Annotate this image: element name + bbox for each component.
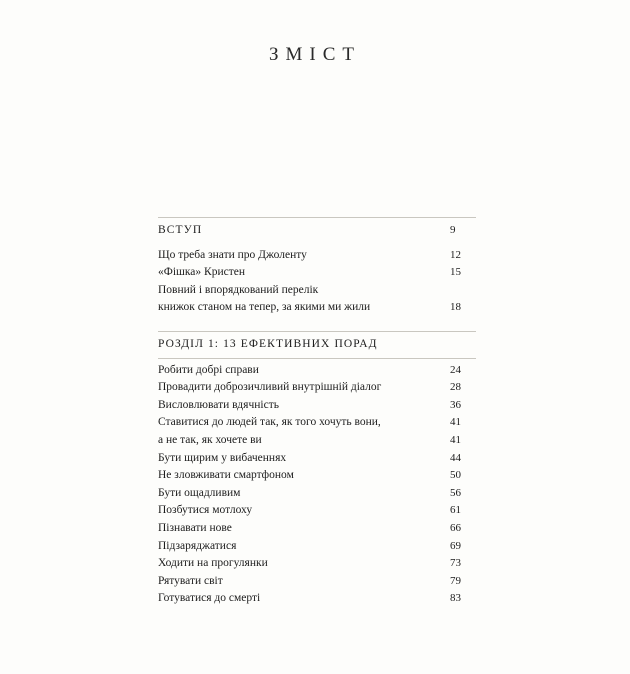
entry-page: 69 xyxy=(450,539,461,552)
entry-label: Провадити доброзичливий внутрішній діалог xyxy=(158,381,382,394)
list-item[interactable] xyxy=(158,573,476,591)
entry-label: Бути щирим у вибаченнях xyxy=(158,451,287,464)
entry-page: 61 xyxy=(450,504,461,517)
entry-page: 73 xyxy=(450,557,461,570)
table-of-contents xyxy=(158,217,476,608)
section-spacer xyxy=(158,317,476,331)
entry-label: Повний і впорядкований перелік xyxy=(158,283,319,296)
list-item[interactable] xyxy=(158,590,476,608)
entry-label: Ходити на прогулянки xyxy=(158,557,268,570)
entry-page: 24 xyxy=(450,363,461,376)
page-title: ЗМІСТ xyxy=(268,44,362,65)
entry-label: книжок станом на тепер, за якими ми жили xyxy=(158,301,371,314)
entry-label: Готуватися до смерті xyxy=(158,592,261,605)
list-item[interactable] xyxy=(158,282,476,300)
list-item[interactable] xyxy=(158,485,476,503)
list-item[interactable] xyxy=(158,264,476,282)
list-item[interactable] xyxy=(158,450,476,468)
toc-entry-list-intro xyxy=(158,247,476,317)
toc-entry-list-chapter1 xyxy=(158,362,476,608)
entry-label: Робити добрі справи xyxy=(158,363,259,376)
toc-section-chapter1 xyxy=(158,331,476,608)
section-heading-intro xyxy=(158,217,476,244)
list-item[interactable] xyxy=(158,247,476,265)
entry-page: 79 xyxy=(450,574,461,587)
entry-label: Підзаряджатися xyxy=(158,539,237,552)
entry-label: Пізнавати нове xyxy=(158,521,232,534)
list-item[interactable] xyxy=(158,397,476,415)
list-item[interactable] xyxy=(158,555,476,573)
entry-page: 83 xyxy=(450,592,461,605)
entry-page: 50 xyxy=(450,469,461,482)
entry-page: 15 xyxy=(450,266,461,279)
list-item[interactable] xyxy=(158,379,476,397)
entry-label: Висловлювати вдячність xyxy=(158,398,279,411)
entry-page: 41 xyxy=(450,433,461,446)
entry-label: Рятувати світ xyxy=(158,574,223,587)
list-item[interactable] xyxy=(158,414,476,432)
entry-label: Позбутися мотлоху xyxy=(158,504,253,517)
list-item[interactable] xyxy=(158,467,476,485)
list-item[interactable] xyxy=(158,538,476,556)
entry-page: 36 xyxy=(450,398,461,411)
entry-label: Не зловживати смартфоном xyxy=(158,469,294,482)
section-heading-chapter1 xyxy=(158,331,476,359)
book-contents-page xyxy=(0,44,630,674)
entry-label: а не так, як хочете ви xyxy=(158,433,262,446)
list-item[interactable] xyxy=(158,520,476,538)
entry-page: 12 xyxy=(450,248,461,261)
section-heading-label: РОЗДІЛ 1: 13 ЕФЕКТИВНИХ ПОРАД xyxy=(158,337,378,350)
list-item[interactable] xyxy=(158,299,476,317)
section-heading-page: 9 xyxy=(450,224,457,236)
toc-section-intro xyxy=(158,217,476,317)
list-item[interactable] xyxy=(158,432,476,450)
list-item[interactable] xyxy=(158,362,476,380)
entry-label: «Фішка» Кристен xyxy=(158,266,245,279)
entry-page: 18 xyxy=(450,301,461,314)
entry-page: 66 xyxy=(450,521,461,534)
list-item[interactable] xyxy=(158,502,476,520)
entry-page: 56 xyxy=(450,486,461,499)
entry-label: Що треба знати про Джоленту xyxy=(158,248,307,261)
entry-page: 28 xyxy=(450,381,461,394)
entry-label: Бути ощадливим xyxy=(158,486,241,499)
section-heading-label: ВСТУП xyxy=(158,224,203,236)
entry-label: Ставитися до людей так, як того хочуть вони, xyxy=(158,416,381,429)
entry-page: 41 xyxy=(450,416,461,429)
entry-page: 44 xyxy=(450,451,461,464)
